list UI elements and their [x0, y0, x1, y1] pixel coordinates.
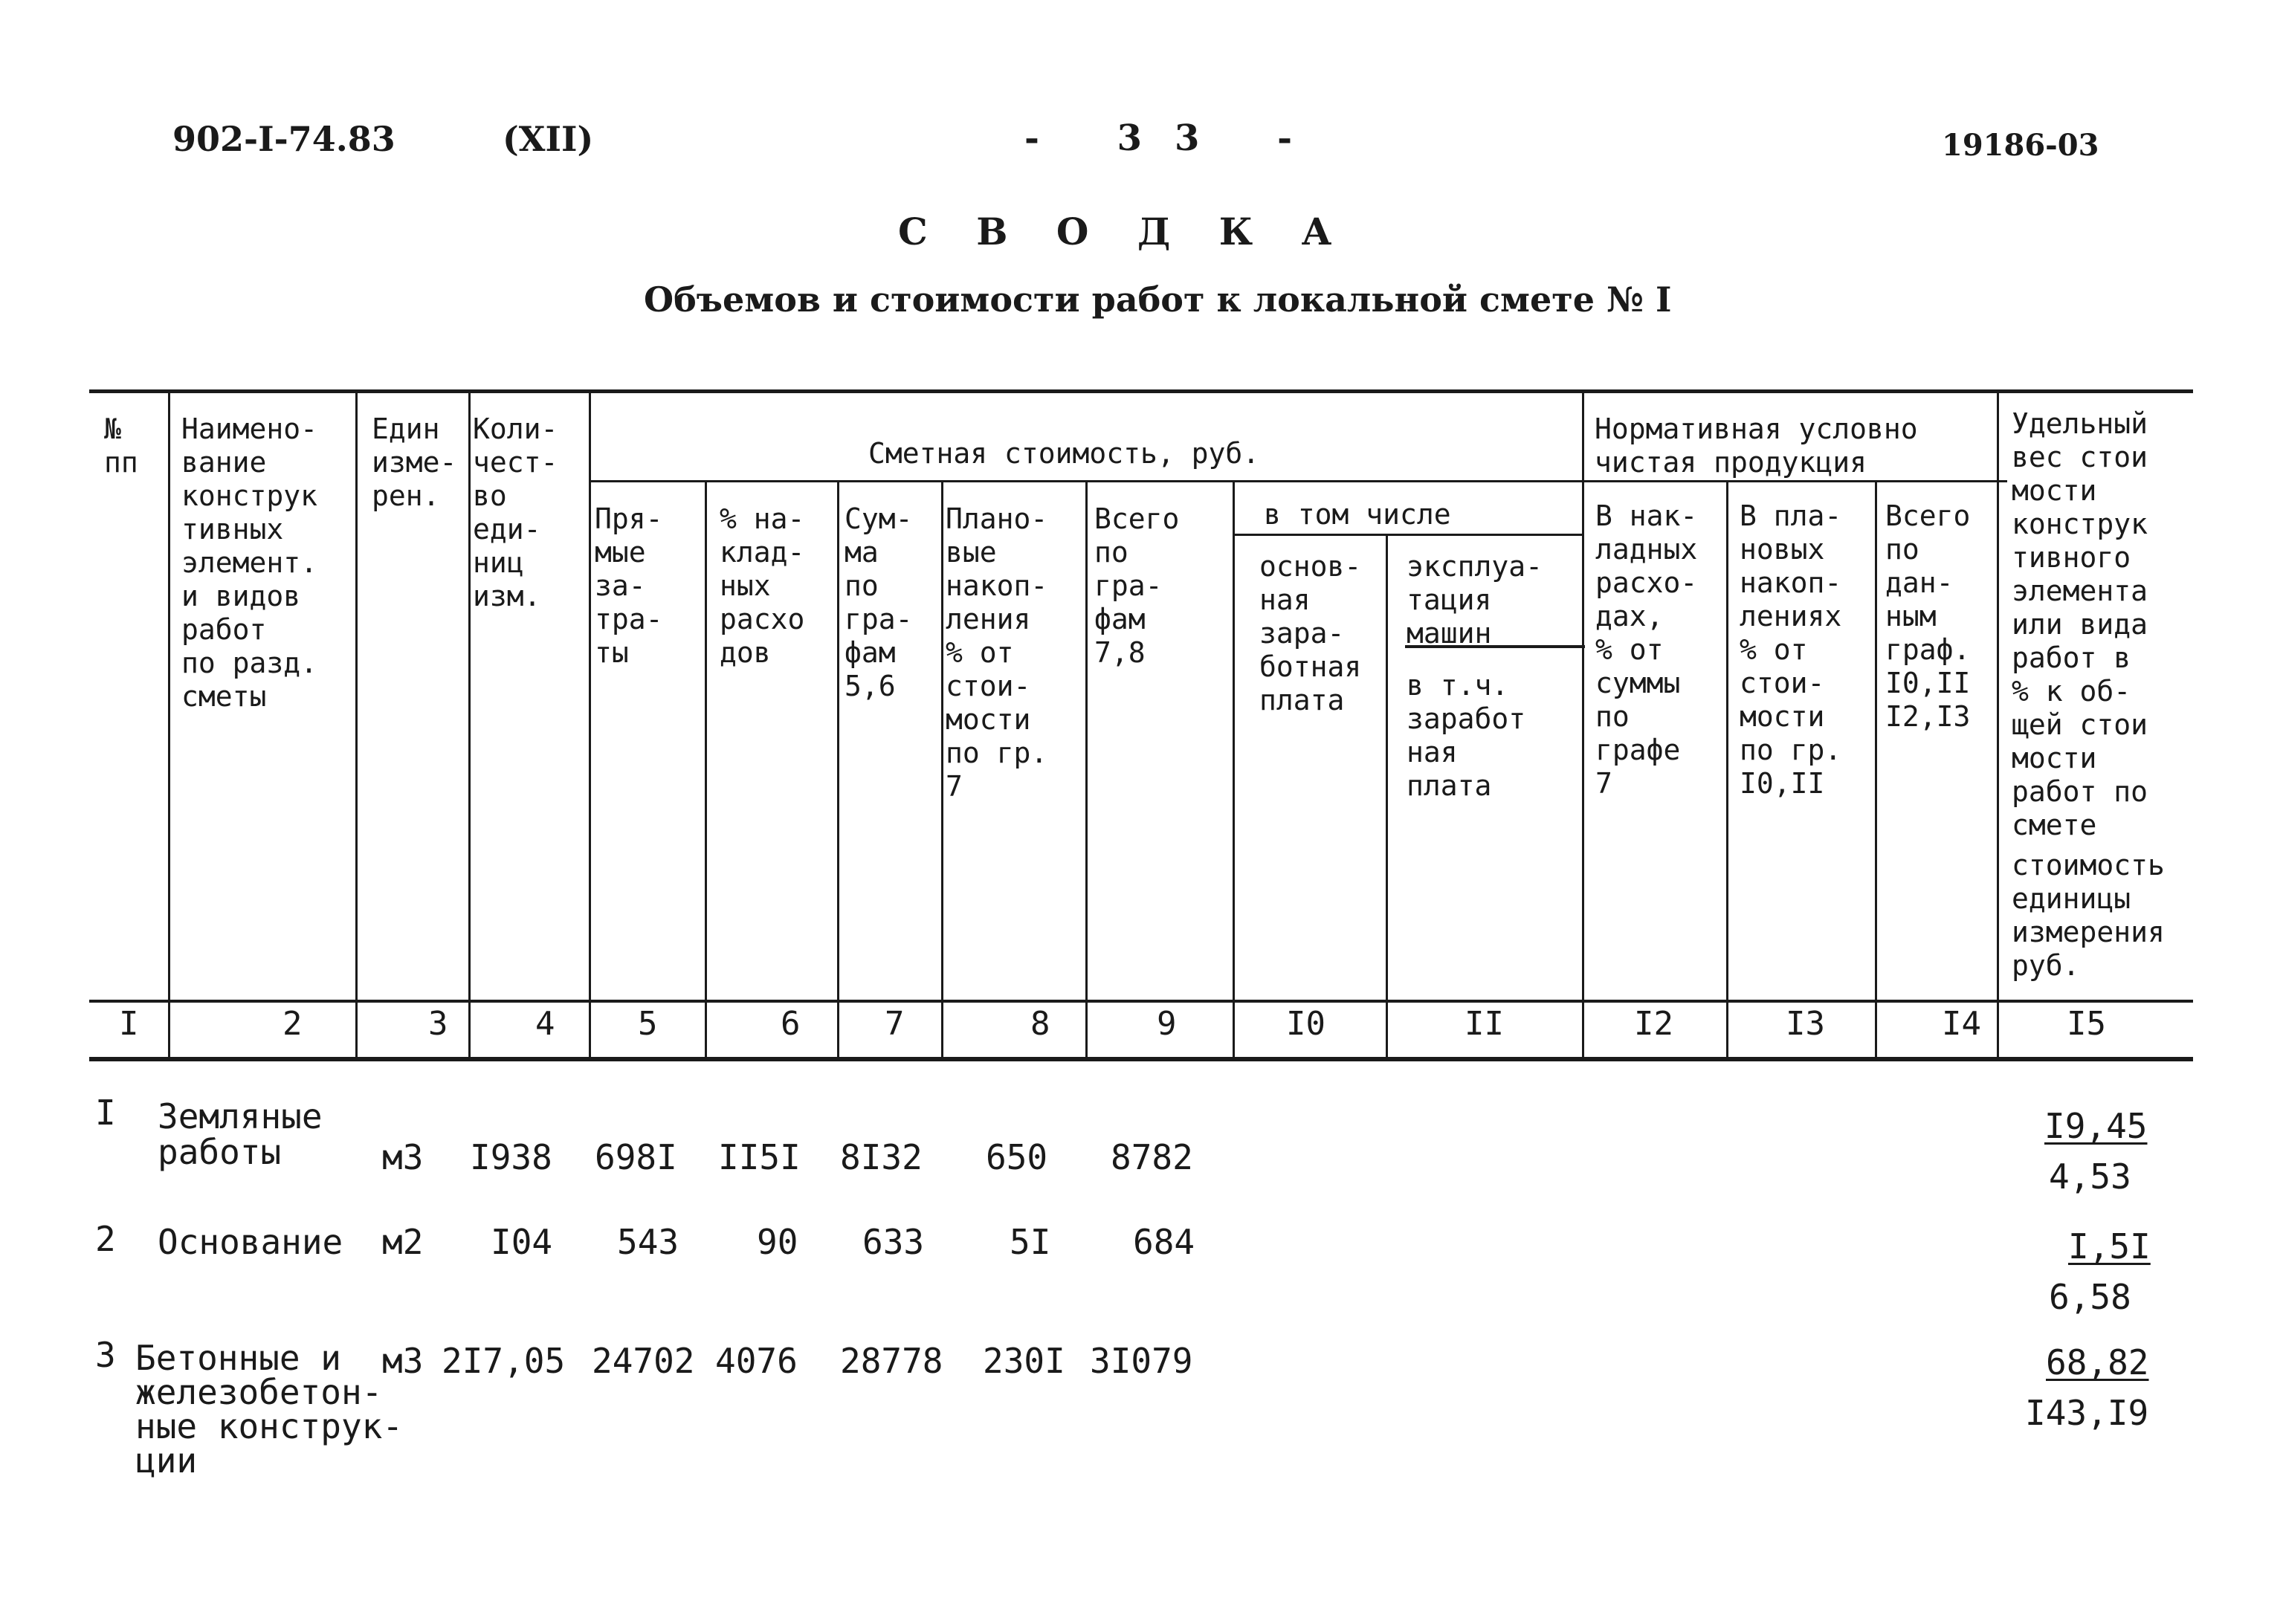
col-header-machine-wage: в т.ч. заработ ная плата: [1407, 669, 1526, 802]
col-header-group-cost: Сметная стоимость, руб.: [868, 437, 1260, 470]
row-sum: 633: [862, 1222, 925, 1262]
row-planned: 230I: [983, 1341, 1065, 1381]
col-index: 5: [638, 1005, 658, 1043]
inventory-number: 19186-03: [1942, 128, 2099, 163]
col-index: 3: [428, 1005, 448, 1043]
col-index: I3: [1786, 1005, 1825, 1043]
col-header-group-including: в том числе: [1264, 498, 1451, 531]
row-name: Земляные работы: [158, 1096, 323, 1172]
col-header-quantity: Коли- чест- во еди- ниц изм.: [473, 413, 558, 612]
col-header-planned-share: В пла- новых накоп- лениях % от стои- мости по гр. I0,II: [1740, 499, 1842, 800]
col-header-normative-total: Всего по дан- ным граф. I0,II I2,I3: [1885, 499, 1971, 733]
col-index: II: [1465, 1005, 1504, 1043]
row-overhead: 90: [757, 1222, 798, 1262]
col-index: I4: [1942, 1005, 1981, 1043]
page-title: С В О Д К А: [898, 210, 1350, 253]
row-overhead: II5I: [718, 1137, 801, 1177]
row-overhead: 4076: [715, 1341, 798, 1381]
col-header-total: Всего по гра- фам 7,8: [1094, 502, 1180, 669]
row-unit: м3: [382, 1341, 424, 1381]
row-total: 684: [1133, 1222, 1195, 1262]
row-sum: 8I32: [840, 1137, 923, 1177]
row-unit: м3: [382, 1137, 424, 1177]
row-planned: 5I: [1010, 1222, 1051, 1262]
page-subtitle: Объемов и стоимости работ к локальной смете № I: [644, 279, 1672, 320]
col-index: I5: [2067, 1005, 2106, 1043]
col-header-overhead: % на- клад- ных расхо дов: [720, 502, 805, 669]
col-header-sum: Сум- ма по гра- фам 5,6: [845, 502, 913, 702]
col-header-group-normative: Нормативная условно чистая продукция: [1595, 413, 1918, 479]
row-unit-cost: 6,58: [2049, 1277, 2131, 1317]
row-number: I: [95, 1093, 116, 1133]
row-quantity: 2I7,05: [442, 1341, 566, 1381]
row-unit: м2: [382, 1222, 424, 1262]
row-total: 3I079: [1090, 1341, 1193, 1381]
col-index: 8: [1030, 1005, 1050, 1043]
row-quantity: I04: [491, 1222, 553, 1262]
col-header-unit-cost: стоимость единицы измерения руб.: [2012, 849, 2165, 982]
row-quantity: I938: [470, 1137, 552, 1177]
row-name: Бетонные и железобетон- ные конструк- ции: [135, 1338, 404, 1481]
row-number: 2: [95, 1219, 116, 1259]
row-direct: 24702: [592, 1341, 695, 1381]
col-index: 4: [535, 1005, 555, 1043]
row-sum: 28778: [840, 1341, 943, 1381]
col-header-name: Наимено- вание конструк тивных элемент. и видов работ по разд. сметы: [181, 413, 318, 713]
document-code: 902-I-74.83: [172, 119, 395, 159]
row-unit-cost: 4,53: [2049, 1156, 2131, 1197]
col-header-share: Удельный вес стои мости конструк тивного элемента или вида работ в % к об- щей стои мости работ по смете: [2012, 407, 2148, 841]
row-direct: 543: [617, 1222, 679, 1262]
col-index: I: [119, 1005, 139, 1043]
col-index: I2: [1634, 1005, 1673, 1043]
row-name: Основание: [158, 1222, 343, 1262]
col-header-planned: Плано- вые накоп- ления % от стои- мости по гр. 7: [946, 502, 1048, 803]
col-header-base-wage: основ- ная зара- ботная плата: [1259, 550, 1362, 716]
col-index: 7: [885, 1005, 905, 1043]
col-header-direct: Пря- мые за- тра- ты: [595, 502, 663, 669]
section-number: (XII): [503, 119, 594, 159]
row-share: 68,82: [2046, 1342, 2149, 1382]
row-number: 3: [95, 1335, 116, 1375]
col-index: 6: [781, 1005, 801, 1043]
page-number: - 33 -: [1024, 117, 1325, 159]
row-total: 8782: [1111, 1137, 1193, 1177]
row-direct: 698I: [595, 1137, 677, 1177]
col-header-machine-operation: эксплуа- тация машин: [1407, 550, 1543, 650]
row-share: I,5I: [2068, 1226, 2151, 1266]
col-index: 9: [1157, 1005, 1177, 1043]
row-planned: 650: [986, 1137, 1048, 1177]
col-header-overhead-share: В нак- ладных расхо- дах, % от суммы по графе 7: [1595, 499, 1698, 800]
col-index: I0: [1286, 1005, 1325, 1043]
col-index: 2: [282, 1005, 303, 1043]
col-header-unit: Един изме- рен.: [372, 413, 457, 512]
row-unit-cost: I43,I9: [2025, 1393, 2149, 1433]
col-header-number: № пп: [104, 413, 138, 479]
row-share: I9,45: [2044, 1106, 2148, 1146]
